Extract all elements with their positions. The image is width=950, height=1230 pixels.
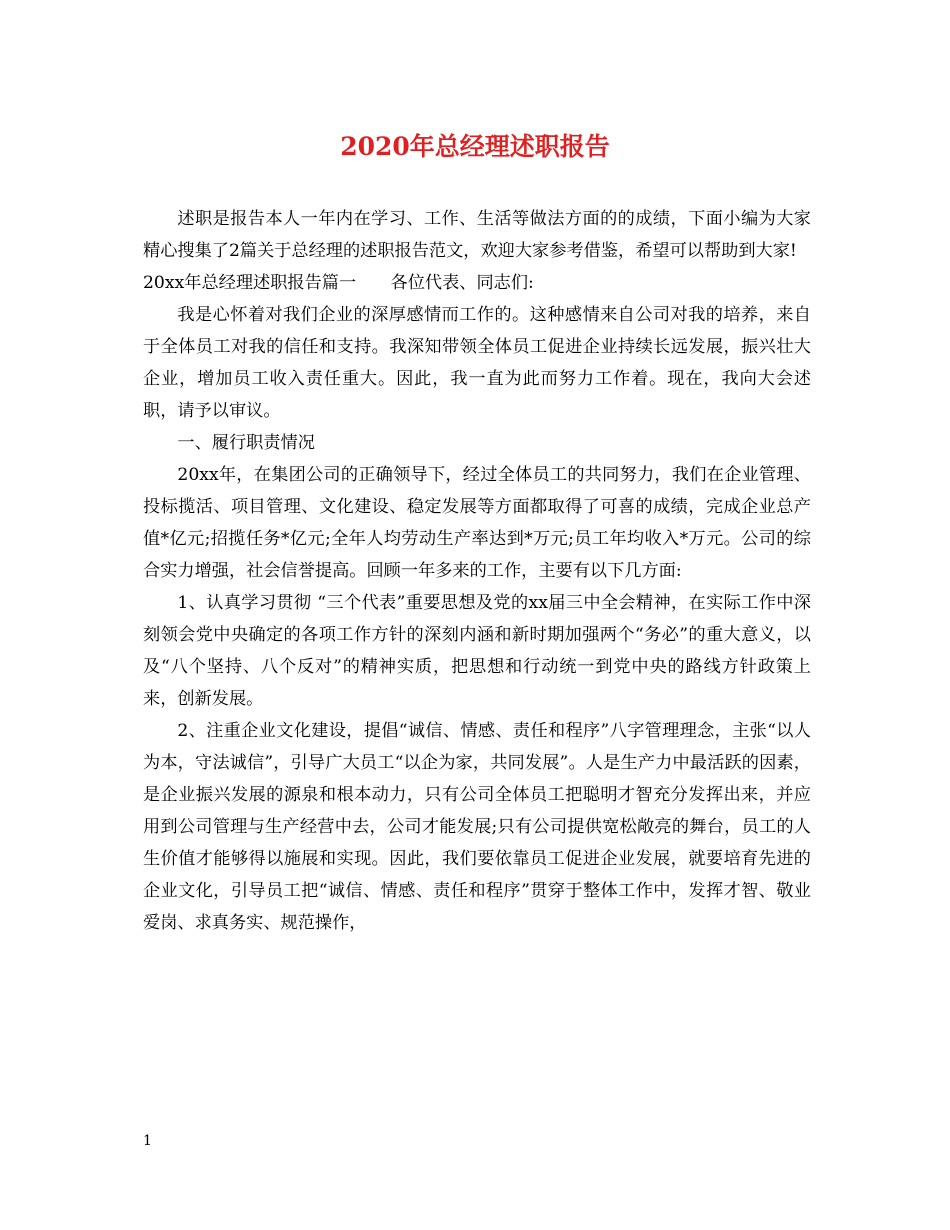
subsection-heading: 一、履行职责情况 <box>177 433 315 453</box>
intro-paragraph: 述职是报告本人一年内在学习、工作、生活等做法方面的的成绩，下面小编为大家精心搜集了2篇关于总经理的述职报告范文，欢迎大家参考借鉴，希望可以帮助到大家! <box>143 209 811 261</box>
body-paragraph: 20xx年，在集团公司的正确领导下，经过全体员工的共同努力，我们在企业管理、投标揽活、项目管理、文化建设、稳定发展等方面都取得了可喜的成绩，完成企业总产值*亿元;招揽任务*亿元;全年人均劳动生产率达到*万元;员工年均收入*万元。公司的综合实力增强，社会信誉提高。回顾一年多来的工作，主要有以下几方面: <box>143 465 811 581</box>
page-number: 1 <box>143 1133 152 1149</box>
body-paragraph: 我是心怀着对我们企业的深厚感情而工作的。这种感情来自公司对我的培养，来自于全体员工对我的信任和支持。我深知带领全体员工促进企业持续长远发展，振兴壮大企业，增加员工收入责任重大。因此，我一直为此而努力工作着。现在，我向大会述职，请予以审议。 <box>143 305 811 421</box>
body-paragraph: 1、认真学习贯彻 “三个代表”重要思想及党的xx届三中全会精神，在实际工作中深刻领会党中央确定的各项工作方针的深刻内涵和新时期加强两个“务必”的重大意义，以及“八个坚持、八个反对”的精神实质，把思想和行动统一到党中央的路线方针政策上来，创新发展。 <box>143 593 811 709</box>
body-paragraph: 2、注重企业文化建设，提倡“诚信、情感、责任和程序”八字管理理念，主张“以人为本，守法诚信”，引导广大员工“以企为家，共同发展”。人是生产力中最活跃的因素，是企业振兴发展的源泉和根本动力，只有公司全体员工把聪明才智充分发挥出来，并应用到公司管理与生产经营中去，公司才能发展;只有公司提供宽松敞亮的舞台，员工的人生价值才能够得以施展和实现。因此，我们要依靠员工促进企业发展，就要培育先进的企业文化，引导员工把“诚信、情感、责任和程序”贯穿于整体工作中，发挥才智、敬业爱岗、求真务实、规范操作， <box>143 721 811 933</box>
document-title: 2020年总经理述职报告 <box>340 132 610 161</box>
section-heading-line: 20xx年总经理述职报告篇一 各位代表、同志们: <box>143 273 534 293</box>
document-body <box>143 203 811 939</box>
